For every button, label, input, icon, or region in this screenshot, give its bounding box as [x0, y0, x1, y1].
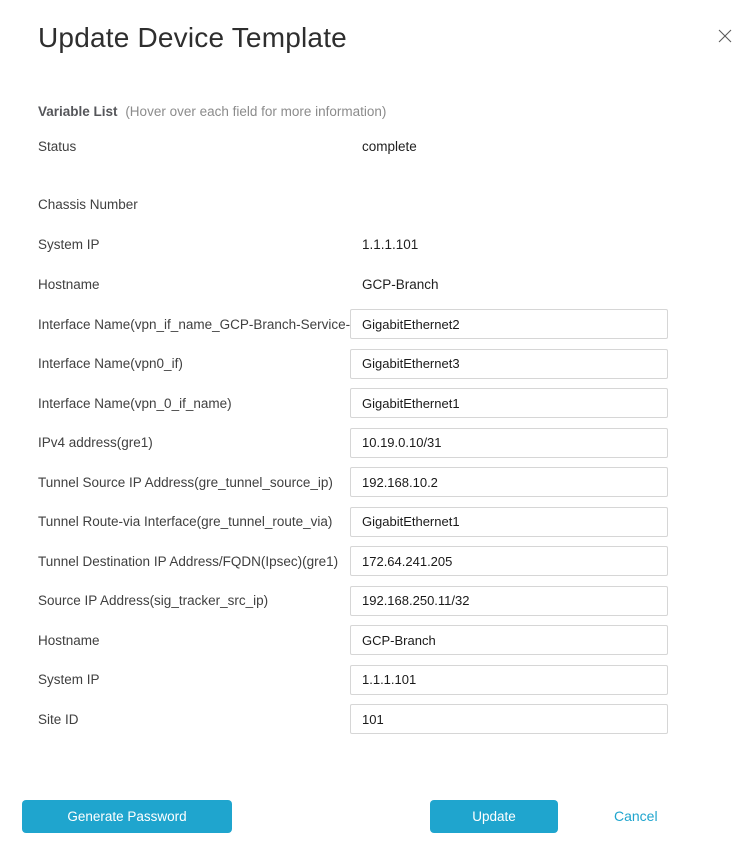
static-field-row — [38, 126, 668, 166]
page-title: Update Device Template — [38, 22, 347, 53]
variable-list-hint: (Hover over each field for more information) — [125, 104, 387, 119]
variable-list-header — [38, 103, 668, 121]
cancel-button[interactable]: Cancel — [614, 800, 658, 833]
field-value: GCP-Branch — [362, 276, 439, 292]
field-input[interactable] — [350, 309, 668, 339]
update-device-template-dialog — [0, 22, 752, 865]
static-field-row — [38, 264, 668, 304]
field-label: Hostname — [38, 276, 100, 292]
static-field-row — [38, 224, 668, 264]
field-input[interactable] — [350, 507, 668, 537]
field-label: Source IP Address(sig_tracker_src_ip) — [38, 593, 269, 608]
field-label: Chassis Number — [38, 196, 138, 212]
field-label: Tunnel Destination IP Address/FQDN(Ipsec)(gre1) — [38, 553, 339, 569]
field-label: Site ID — [38, 711, 79, 727]
field-label: IPv4 address(gre1) — [38, 435, 153, 450]
field-label: Interface Name(vpn_0_if_name) — [38, 395, 232, 411]
static-field-list — [38, 126, 668, 304]
input-field-row — [38, 388, 668, 418]
field-input[interactable] — [350, 428, 668, 458]
field-value: 1.1.1.101 — [362, 236, 419, 252]
input-field-row — [38, 704, 668, 734]
field-label: Tunnel Source IP Address(gre_tunnel_source_ip) — [38, 474, 333, 490]
field-value: complete — [362, 138, 417, 154]
dialog-footer — [0, 800, 752, 833]
input-field-row — [38, 349, 668, 379]
field-label: Tunnel Route-via Interface(gre_tunnel_route_via) — [38, 514, 333, 529]
field-label: System IP — [38, 672, 100, 687]
input-field-row — [38, 428, 668, 458]
field-label: Status — [38, 138, 77, 154]
input-field-row — [38, 546, 668, 576]
field-input[interactable] — [350, 665, 668, 695]
input-field-row — [38, 309, 668, 339]
field-input[interactable] — [350, 704, 668, 734]
field-input[interactable] — [350, 349, 668, 379]
input-field-row — [38, 586, 668, 616]
field-input[interactable] — [350, 388, 668, 418]
field-input[interactable] — [350, 586, 668, 616]
field-label: System IP — [38, 236, 100, 252]
input-field-list — [38, 309, 668, 734]
input-field-row — [38, 625, 668, 655]
field-label: Interface Name(vpn_if_name_GCP-Branch-Service- — [38, 316, 350, 332]
input-field-row — [38, 507, 668, 537]
input-field-row — [38, 467, 668, 497]
static-field-row — [38, 184, 668, 224]
close-icon[interactable] — [716, 27, 734, 45]
input-field-row — [38, 665, 668, 695]
field-input[interactable] — [350, 467, 668, 497]
field-input[interactable] — [350, 625, 668, 655]
update-button[interactable]: Update — [430, 800, 558, 833]
field-label: Hostname — [38, 632, 100, 648]
variable-list-heading: Variable List — [38, 104, 118, 119]
generate-password-button[interactable]: Generate Password — [22, 800, 232, 833]
field-label: Interface Name(vpn0_if) — [38, 356, 183, 371]
field-input[interactable] — [350, 546, 668, 576]
